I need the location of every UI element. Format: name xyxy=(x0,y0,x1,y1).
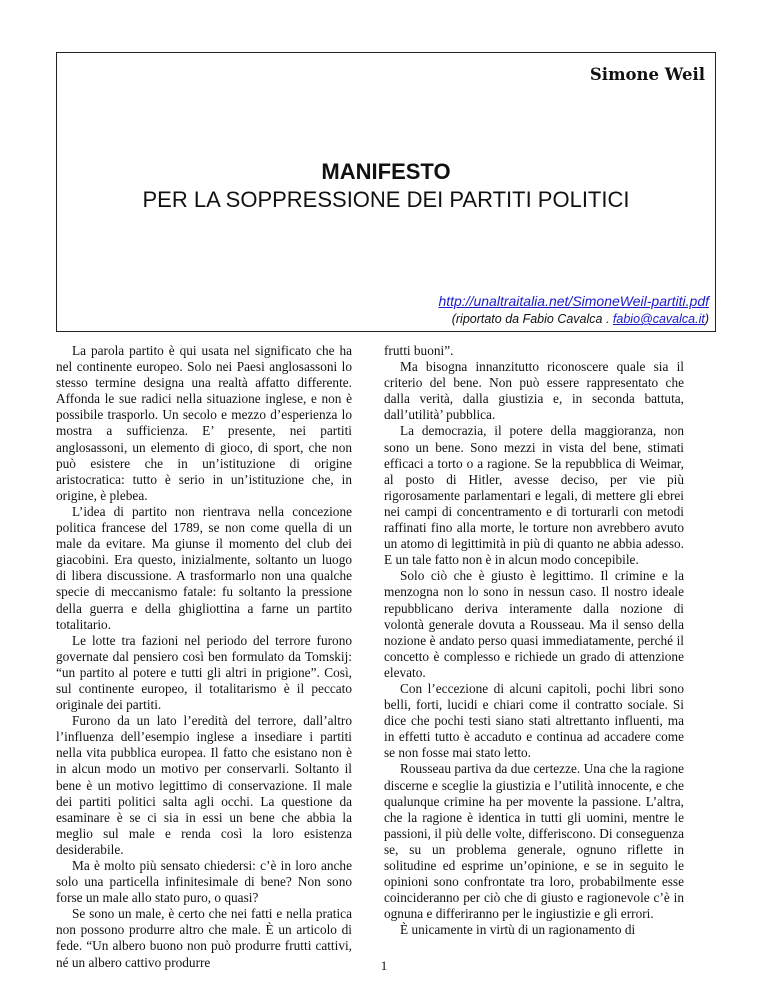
credit-suffix: ) xyxy=(704,312,709,326)
paragraph: Con l’eccezione di alcuni capitoli, pochi libri sono belli, forti, lucidi e chiari come il contratto sociale. Si dice che pochi testi siano stati altrettanto influenti, ma in effetti tutto è accaduto e continua ad accadere come se non fosse mai stato letto. xyxy=(384,680,684,761)
paragraph: Le lotte tra fazioni nel periodo del terrore furono governate dal pensiero così ben formulato da Tomskij: “un partito al potere e tutti gli altri in prigione”. Così, sul continente europeo, il totalitarismo è il peccato originale dei partiti. xyxy=(56,632,352,713)
page-number: 1 xyxy=(380,958,388,973)
paragraph-continuation: frutti buoni”. xyxy=(384,343,454,358)
source-url-link[interactable]: http://unaltraitalia.net/SimoneWeil-partiti.pdf xyxy=(438,293,709,309)
paragraph: La democrazia, il potere della maggioranza, non sono un bene. Sono mezzi in vista del bene, stimati efficaci a torto o a ragione. Se la repubblica di Weimar, al posto di Hitler, avesse deciso, per vie più rigorosamente parlamentari e legali, di mettere gli ebrei nei campi di concentramento e di torturarli con metodi raffinati fino alla morte, le torture non avrebbero avuto un atomo di legittimità in più di quanto ne abbia adesso. E un tale fatto non è in alcun modo concepibile. xyxy=(384,423,684,568)
paragraph: Ma bisogna innanzitutto riconoscere quale sia il criterio del bene. Non può essere rappresentato che dalla verità, dalla giustizia e, in seconda battuta, dall’utilità’ pubblica. xyxy=(384,359,684,423)
paragraph: La parola partito è qui usata nel significato che ha nel continente europeo. Solo nei Paesi anglosassoni lo stesso termine designa una realtà affatto differente. Affonda le sue radici nella situazione inglese, e non è possibile trasporlo. Un secolo e mezzo d’esperienza lo mostra a sufficienza. E’ presente, nei partiti anglosassoni, un elemento di gioco, di sport, che non può esistere che in un’istituzione di origine aristocratica: tutto è serio in un’istituzione che, in origine, è plebea. xyxy=(56,343,352,503)
document-subtitle: PER LA SOPPRESSIONE DEI PARTITI POLITICI xyxy=(142,187,630,212)
paragraph: L’idea di partito non rientrava nella concezione politica francese del 1789, se non come quella di un male da evitare. Ma giunse il momento del club dei giacobini. Era questo, inizialmente, soltanto un luogo di libera discussione. A trasformarlo non una qualche specie di meccanismo fatale: fu soltanto la pressione della guerra e della ghigliottina a farne un partito totalitario. xyxy=(56,503,352,632)
author-name: Simone Weil xyxy=(589,65,705,84)
paragraph: Furono da un lato l’eredità del terrore, dall’altro l’influenza dell’esempio inglese a insediare i partiti nella vita pubblica europea. Il fatto che esistano non è in alcun modo un motivo per conservarli. Soltanto il bene è un motivo legittimo di conservazione. Il male dei partiti politici salta agli occhi. La questione da esaminare è se ci sia in essi un bene che abbia la meglio sul male e renda così la loro esistenza desiderabile. xyxy=(56,713,352,857)
paragraph: Rousseau partiva da due certezze. Una che la ragione discerne e sceglie la giustizia e l’utilità innocente, e che qualunque crimine ha per movente la passione. L’altra, che la ragione è identica in tutti gli uomini, mentre le passioni, il più delle volte, differiscono. Di conseguenza se, su un problema generale, ognuno riflette in solitudine ed esprime un’opinione, e se in seguito le opinioni sono confrontate tra loro, probabilmente esse coincideranno per ciò che di giusto e ragionevole c’è in ognuna e differiranno per le ingiustizie e gli errori. xyxy=(384,761,684,922)
credit-email-link[interactable]: fabio@cavalca.it xyxy=(612,312,705,326)
credit-prefix: (riportato da Fabio Cavalca . xyxy=(451,312,613,326)
paragraph: Solo ciò che è giusto è legittimo. Il crimine e la menzogna non lo sono in nessun caso. Il nostro ideale repubblicano deriva interamente dalla nozione di volontà generale dovuta a Rousseau. Ma il senso della nozione è andato perso quasi immediatamente, perché il concetto è complesso e richiede un grado di attenzione elevato. xyxy=(384,568,684,680)
paragraph: È unicamente in virtù di un ragionamento di xyxy=(400,922,636,938)
paragraph: Ma è molto più sensato chiedersi: c’è in loro anche solo una particella infinitesimale di bene? Non sono forse un male allo stato puro, o quasi? xyxy=(56,858,352,906)
paragraph: Se sono un male, è certo che nei fatti e nella pratica non possono produrre altro che male. È un articolo di fede. “Un albero buono non può produrre frutti cattivi, né un albero cattivo produrre xyxy=(56,906,352,970)
document-title: MANIFESTO xyxy=(321,159,451,184)
credit-line xyxy=(452,312,709,326)
right-column xyxy=(384,343,684,943)
left-column xyxy=(56,343,352,970)
title-box xyxy=(56,52,716,332)
